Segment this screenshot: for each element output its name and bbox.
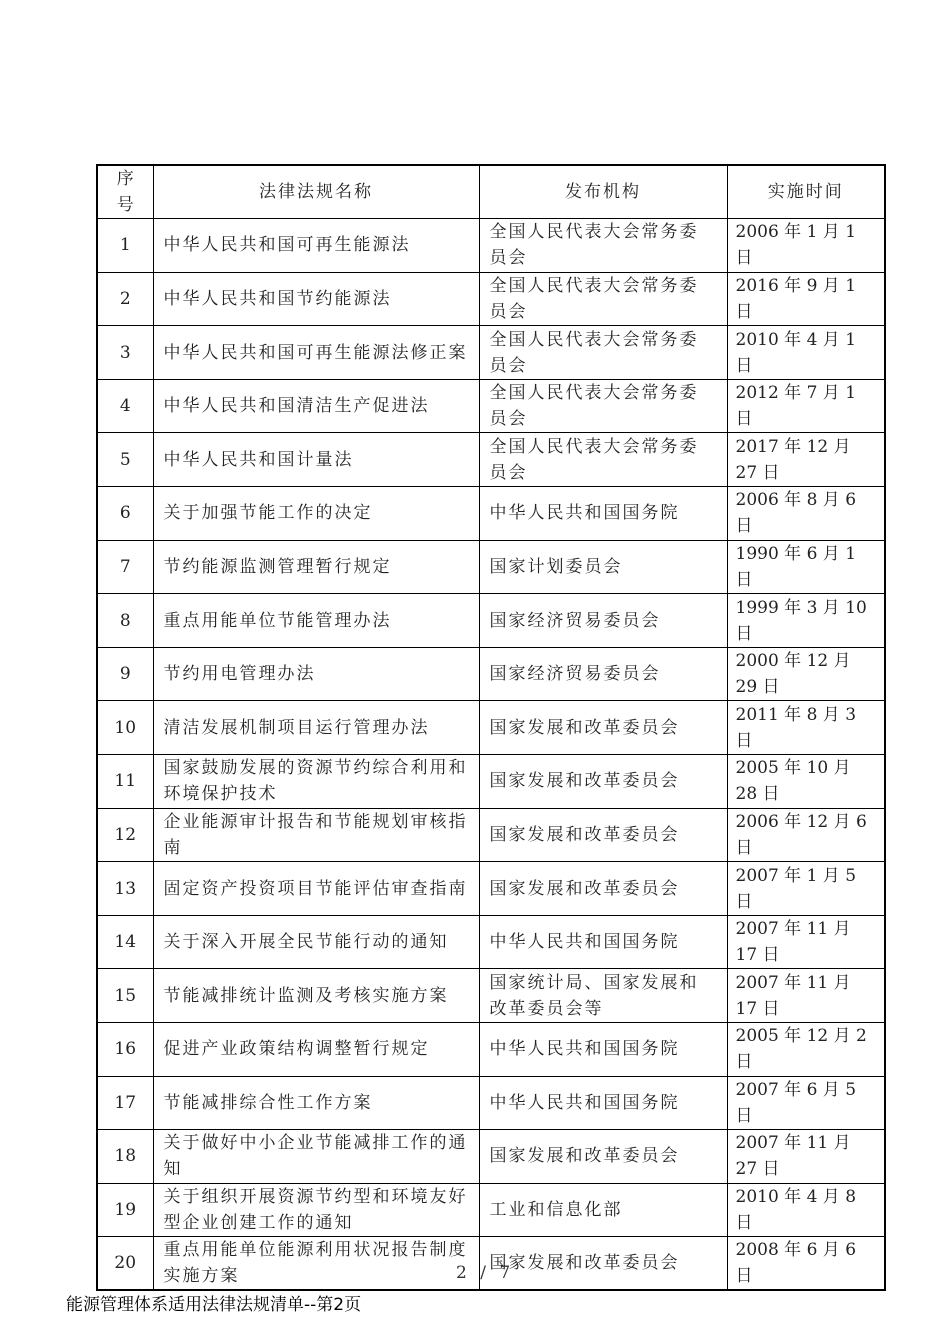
issuing-body-cell: 国家计划委员会 bbox=[479, 540, 727, 594]
table-row bbox=[97, 272, 885, 326]
issuing-body-cell: 中华人民共和国国务院 bbox=[479, 1023, 727, 1077]
regulation-name-cell: 节约能源监测管理暂行规定 bbox=[153, 540, 479, 594]
table-row bbox=[97, 487, 885, 541]
table-row bbox=[97, 1130, 885, 1184]
row-index-cell: 12 bbox=[97, 808, 153, 862]
row-index-cell: 19 bbox=[97, 1183, 153, 1237]
row-index-cell: 7 bbox=[97, 540, 153, 594]
effective-date-cell: 2006 年 8 月 6 日 bbox=[727, 487, 885, 541]
row-index-cell: 5 bbox=[97, 433, 153, 487]
table-row bbox=[97, 433, 885, 487]
regulation-name-cell: 中华人民共和国可再生能源法 bbox=[153, 219, 479, 273]
issuing-body-cell: 中华人民共和国国务院 bbox=[479, 1076, 727, 1130]
issuing-body-cell: 国家发展和改革委员会 bbox=[479, 862, 727, 916]
regulation-name-cell: 中华人民共和国清洁生产促进法 bbox=[153, 379, 479, 433]
table-row bbox=[97, 219, 885, 273]
row-index-cell: 4 bbox=[97, 379, 153, 433]
table-row bbox=[97, 1076, 885, 1130]
effective-date-cell: 2008 年 6 月 6 日 bbox=[727, 1237, 885, 1291]
row-index-cell: 2 bbox=[97, 272, 153, 326]
header-name: 法律法规名称 bbox=[153, 165, 479, 219]
regulation-name-cell: 国家鼓励发展的资源节约综合利用和环境保护技术 bbox=[153, 755, 479, 809]
issuing-body-cell: 中华人民共和国国务院 bbox=[479, 487, 727, 541]
header-date: 实施时间 bbox=[727, 165, 885, 219]
table-row bbox=[97, 755, 885, 809]
table-row bbox=[97, 1023, 885, 1077]
regulation-name-cell: 中华人民共和国节约能源法 bbox=[153, 272, 479, 326]
regulation-name-cell: 关于深入开展全民节能行动的通知 bbox=[153, 915, 479, 969]
effective-date-cell: 2017 年 12 月 27 日 bbox=[727, 433, 885, 487]
row-index-cell: 11 bbox=[97, 755, 153, 809]
table-row bbox=[97, 808, 885, 862]
issuing-body-cell: 中华人民共和国国务院 bbox=[479, 915, 727, 969]
effective-date-cell: 2007 年 11 月 27 日 bbox=[727, 1130, 885, 1184]
regulation-name-cell: 中华人民共和国计量法 bbox=[153, 433, 479, 487]
issuing-body-cell: 国家发展和改革委员会 bbox=[479, 755, 727, 809]
row-index-cell: 6 bbox=[97, 487, 153, 541]
row-index-cell: 18 bbox=[97, 1130, 153, 1184]
regulation-name-cell: 关于加强节能工作的决定 bbox=[153, 487, 479, 541]
row-index-cell: 1 bbox=[97, 219, 153, 273]
regulation-name-cell: 促进产业政策结构调整暂行规定 bbox=[153, 1023, 479, 1077]
issuing-body-cell: 全国人民代表大会常务委员会 bbox=[479, 433, 727, 487]
issuing-body-cell: 全国人民代表大会常务委员会 bbox=[479, 272, 727, 326]
row-index-cell: 20 bbox=[97, 1237, 153, 1291]
regulation-name-cell: 固定资产投资项目节能评估审查指南 bbox=[153, 862, 479, 916]
effective-date-cell: 2011 年 8 月 3 日 bbox=[727, 701, 885, 755]
effective-date-cell: 1990 年 6 月 1 日 bbox=[727, 540, 885, 594]
regulation-name-cell: 节约用电管理办法 bbox=[153, 647, 479, 701]
regulation-name-cell: 清洁发展机制项目运行管理办法 bbox=[153, 701, 479, 755]
regulation-name-cell: 节能减排统计监测及考核实施方案 bbox=[153, 969, 479, 1023]
regulation-name-cell: 关于组织开展资源节约型和环境友好型企业创建工作的通知 bbox=[153, 1183, 479, 1237]
table-row bbox=[97, 969, 885, 1023]
effective-date-cell: 2007 年 11 月 17 日 bbox=[727, 915, 885, 969]
effective-date-cell: 2007 年 6 月 5 日 bbox=[727, 1076, 885, 1130]
table-body bbox=[97, 219, 885, 1291]
effective-date-cell: 2010 年 4 月 1 日 bbox=[727, 326, 885, 380]
row-index-cell: 3 bbox=[97, 326, 153, 380]
issuing-body-cell: 全国人民代表大会常务委员会 bbox=[479, 326, 727, 380]
issuing-body-cell: 工业和信息化部 bbox=[479, 1183, 727, 1237]
page-footer: 能源管理体系适用法律法规清单--第2页 bbox=[66, 1295, 362, 1315]
table-row bbox=[97, 326, 885, 380]
effective-date-cell: 1999 年 3 月 10 日 bbox=[727, 594, 885, 648]
row-index-cell: 10 bbox=[97, 701, 153, 755]
effective-date-cell: 2007 年 1 月 5 日 bbox=[727, 862, 885, 916]
table-row bbox=[97, 647, 885, 701]
table-row bbox=[97, 540, 885, 594]
table-row bbox=[97, 701, 885, 755]
header-index: 序号 bbox=[97, 165, 153, 219]
row-index-cell: 8 bbox=[97, 594, 153, 648]
issuing-body-cell: 国家发展和改革委员会 bbox=[479, 701, 727, 755]
header-issuer: 发布机构 bbox=[479, 165, 727, 219]
effective-date-cell: 2005 年 12 月 2 日 bbox=[727, 1023, 885, 1077]
table-row bbox=[97, 594, 885, 648]
issuing-body-cell: 国家统计局、国家发展和改革委员会等 bbox=[479, 969, 727, 1023]
issuing-body-cell: 国家经济贸易委员会 bbox=[479, 594, 727, 648]
row-index-cell: 16 bbox=[97, 1023, 153, 1077]
effective-date-cell: 2006 年 12 月 6 日 bbox=[727, 808, 885, 862]
row-index-cell: 15 bbox=[97, 969, 153, 1023]
regulation-name-cell: 节能减排综合性工作方案 bbox=[153, 1076, 479, 1130]
issuing-body-cell: 国家发展和改革委员会 bbox=[479, 808, 727, 862]
table-row bbox=[97, 862, 885, 916]
regulation-name-cell: 重点用能单位节能管理办法 bbox=[153, 594, 479, 648]
issuing-body-cell: 国家经济贸易委员会 bbox=[479, 647, 727, 701]
table-row bbox=[97, 379, 885, 433]
row-index-cell: 14 bbox=[97, 915, 153, 969]
regulation-name-cell: 企业能源审计报告和节能规划审核指南 bbox=[153, 808, 479, 862]
regulation-name-cell: 重点用能单位能源利用状况报告制度实施方案 bbox=[153, 1237, 479, 1291]
table-header bbox=[97, 165, 885, 219]
regulation-name-cell: 关于做好中小企业节能减排工作的通知 bbox=[153, 1130, 479, 1184]
issuing-body-cell: 国家发展和改革委员会 bbox=[479, 1130, 727, 1184]
effective-date-cell: 2000 年 12 月 29 日 bbox=[727, 647, 885, 701]
issuing-body-cell: 全国人民代表大会常务委员会 bbox=[479, 379, 727, 433]
effective-date-cell: 2012 年 7 月 1 日 bbox=[727, 379, 885, 433]
regulation-name-cell: 中华人民共和国可再生能源法修正案 bbox=[153, 326, 479, 380]
effective-date-cell: 2016 年 9 月 1 日 bbox=[727, 272, 885, 326]
effective-date-cell: 2007 年 11 月 17 日 bbox=[727, 969, 885, 1023]
table-row bbox=[97, 1183, 885, 1237]
effective-date-cell: 2006 年 1 月 1 日 bbox=[727, 219, 885, 273]
issuing-body-cell: 国家发展和改革委员会 bbox=[479, 1237, 727, 1291]
issuing-body-cell: 全国人民代表大会常务委员会 bbox=[479, 219, 727, 273]
table-row bbox=[97, 915, 885, 969]
effective-date-cell: 2005 年 10 月 28 日 bbox=[727, 755, 885, 809]
row-index-cell: 9 bbox=[97, 647, 153, 701]
effective-date-cell: 2010 年 4 月 8 日 bbox=[727, 1183, 885, 1237]
regulations-table bbox=[96, 164, 886, 1291]
row-index-cell: 17 bbox=[97, 1076, 153, 1130]
header-row bbox=[97, 165, 885, 219]
page-number: 2 / 7 bbox=[456, 1263, 515, 1283]
row-index-cell: 13 bbox=[97, 862, 153, 916]
